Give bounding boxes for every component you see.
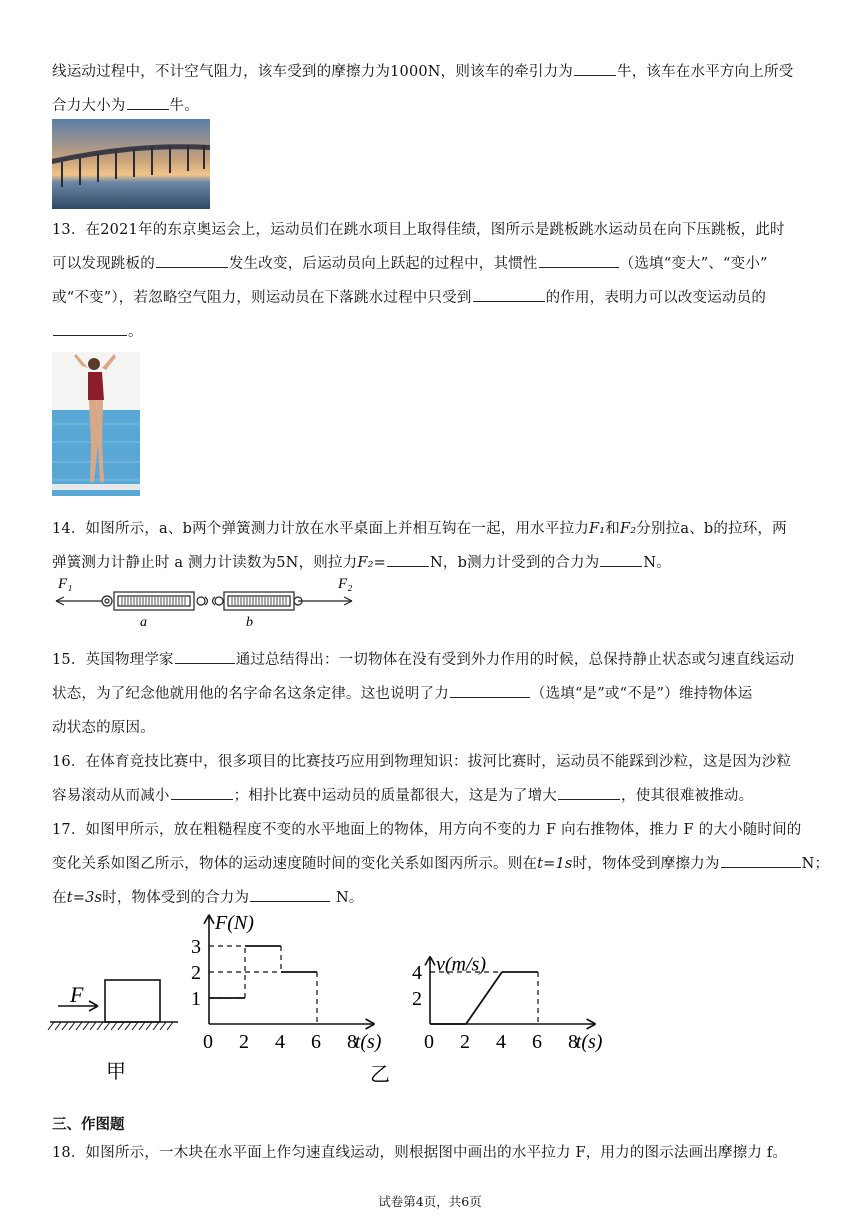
q17-text-d: 在 bbox=[52, 890, 67, 906]
q17-text-a: 变化关系如图乙所示，物体的运动速度随时间的变化关系如图丙所示。则在 bbox=[52, 856, 538, 872]
caption-jia: 甲 bbox=[106, 1061, 126, 1083]
q17-line3 bbox=[52, 886, 364, 907]
q15-text-a: 15．英国物理学家 bbox=[52, 652, 174, 668]
page-footer: 试卷第4页，共6页 bbox=[378, 1194, 482, 1209]
y-tick-label: 2 bbox=[412, 988, 422, 1010]
series-segment bbox=[466, 972, 502, 1024]
q12-text-a: 线运动过程中，不计空气阻力，该车受到的摩擦力为1000N，则该车的牵引力为 bbox=[52, 64, 573, 80]
label-b: b bbox=[246, 615, 253, 630]
q14-text-and: 和 bbox=[605, 521, 620, 537]
q13-text-b: 发生改变，后运动员向上跃起的过程中，其惯性 bbox=[228, 256, 538, 272]
q17-t1: t=1s bbox=[537, 856, 573, 872]
q15-blank-is[interactable] bbox=[450, 683, 530, 698]
y-tick-label: 4 bbox=[412, 962, 422, 984]
q16-line1: 16．在体育竞技比赛中，很多项目的比赛技巧应用到物理知识：拔河比赛时，运动员不能踩到沙粒，这是因为沙粒 bbox=[52, 754, 792, 770]
q16-text-a: 容易滚动从而减小 bbox=[52, 788, 170, 804]
x-tick-label: 8 bbox=[347, 1031, 357, 1053]
q17-blank-net[interactable] bbox=[250, 887, 330, 902]
q13-blank-force[interactable] bbox=[473, 287, 545, 302]
q17-text-e: 时，物体受到的合力为 bbox=[102, 890, 250, 906]
q15-text-d: （选填“是”或“不是”）维持物体运 bbox=[530, 686, 753, 702]
q14-f2-symbol: F₂ bbox=[619, 521, 637, 537]
q13-line4 bbox=[52, 320, 143, 341]
label-f2: F₂ bbox=[338, 576, 353, 592]
q17-text-c: N； bbox=[801, 856, 830, 872]
q14-text-a: 14．如图所示，a、b两个弹簧测力计放在水平桌面上并相互钩在一起，用水平拉力 bbox=[52, 521, 589, 537]
caption-yi: 乙 bbox=[370, 1064, 390, 1086]
y-axis-label: v(m/s) bbox=[436, 953, 486, 976]
x-tick-label: 4 bbox=[275, 1031, 285, 1053]
q14-text-d: N，b测力计受到的合力为 bbox=[430, 555, 600, 571]
q15-blank-scientist[interactable] bbox=[175, 649, 235, 664]
x-tick-label: 4 bbox=[496, 1031, 506, 1053]
graph-velocity-time bbox=[412, 953, 603, 1053]
q15-text-c: 状态，为了纪念他就用他的名字命名这条定律。这也说明了力 bbox=[52, 686, 449, 702]
x-axis-label: t(s) bbox=[354, 1031, 382, 1053]
y-tick-label: 3 bbox=[191, 936, 201, 958]
x-axis-label: t(s) bbox=[575, 1031, 603, 1053]
graph-force-time bbox=[191, 912, 382, 1053]
q13-line2 bbox=[52, 252, 768, 273]
block-rect bbox=[105, 980, 160, 1022]
q16-line2 bbox=[52, 784, 753, 805]
y-tick-label: 1 bbox=[191, 988, 201, 1010]
q15-line2 bbox=[52, 682, 752, 703]
q13-text-d: 或“不变”），若忽略空气阻力，则运动员在下落跳水过程中只受到 bbox=[52, 290, 472, 306]
x-tick-label: 2 bbox=[239, 1031, 249, 1053]
q12-text-c: 合力大小为 bbox=[52, 98, 126, 114]
q13-text-a: 可以发现跳板的 bbox=[52, 256, 155, 272]
push-force-label: F bbox=[70, 982, 84, 1007]
label-a: a bbox=[140, 615, 147, 630]
q13-blank-inertia[interactable] bbox=[539, 253, 619, 268]
q13-line3 bbox=[52, 286, 766, 307]
q16-blank-friction[interactable] bbox=[171, 785, 233, 800]
q13-text-c: （选填“变大”、“变小” bbox=[619, 256, 768, 272]
q15-text-b: 通过总结得出：一切物体在没有受到外力作用的时候，总保持静止状态或匀速直线运动 bbox=[235, 652, 795, 668]
q12-text-b: 牛，该车在水平方向上所受 bbox=[617, 64, 794, 80]
q16-text-b: ；相扑比赛中运动员的质量都很大，这是为了增大 bbox=[233, 788, 558, 804]
figure-jia bbox=[40, 960, 190, 1090]
q17-text-f: N。 bbox=[331, 890, 364, 906]
graphs-yi bbox=[180, 905, 630, 1090]
q15-line3: 动状态的原因。 bbox=[52, 720, 155, 736]
q15-line1 bbox=[52, 648, 794, 669]
q13-blank-motion[interactable] bbox=[53, 321, 127, 336]
q14-text-c: 弹簧测力计静止时 a 测力计读数为5N，则拉力 bbox=[52, 555, 358, 571]
q14-blank-net[interactable] bbox=[600, 552, 642, 567]
q14-line1 bbox=[52, 517, 787, 538]
diver-photo bbox=[52, 352, 140, 496]
q17-blank-friction[interactable] bbox=[721, 853, 801, 868]
q14-f1-symbol: F₁ bbox=[588, 521, 606, 537]
q14-line2 bbox=[52, 551, 671, 572]
q13-text-e: 的作用，表明力可以改变运动员的 bbox=[545, 290, 767, 306]
q13-line1: 13．在2021年的东京奥运会上，运动员们在跳水项目上取得佳绩，图所示是跳板跳水运动员在向下压跳板，此时 bbox=[52, 222, 785, 238]
q17-line2 bbox=[52, 852, 829, 873]
x-tick-label: 0 bbox=[203, 1031, 213, 1053]
bridge-photo bbox=[52, 119, 210, 209]
q16-blank-inertia[interactable] bbox=[558, 785, 620, 800]
q14-f2-eq: F₂= bbox=[357, 555, 386, 571]
x-tick-label: 6 bbox=[311, 1031, 321, 1053]
q12-line2 bbox=[52, 94, 199, 115]
section-title: 三、作图题 bbox=[52, 1116, 125, 1133]
x-tick-label: 8 bbox=[568, 1031, 578, 1053]
y-axis-label: F(N) bbox=[215, 911, 254, 934]
x-tick-label: 2 bbox=[460, 1031, 470, 1053]
q12-line1 bbox=[52, 60, 793, 81]
q18-line1: 18．如图所示，一木块在水平面上作匀速直线运动，则根据图中画出的水平拉力 F，用力的图示法画出摩擦力 f。 bbox=[52, 1145, 788, 1161]
q14-text-e: N。 bbox=[643, 555, 671, 571]
q12-text-d: 牛。 bbox=[169, 98, 199, 114]
q12-blank-traction[interactable] bbox=[574, 61, 616, 76]
q12-blank-net-force[interactable] bbox=[127, 95, 169, 110]
q17-line1: 17．如图甲所示，放在粗糙程度不变的水平地面上的物体，用方向不变的力 F 向右推物体，推力 F 的大小随时间的 bbox=[52, 822, 802, 838]
q13-blank-shape[interactable] bbox=[156, 253, 228, 268]
spring-scale-figure bbox=[52, 574, 362, 634]
q17-text-b: 时，物体受到摩擦力为 bbox=[572, 856, 720, 872]
q14-text-b: 分别拉a、b的拉环，两 bbox=[636, 521, 787, 537]
q13-text-f: 。 bbox=[128, 324, 143, 340]
x-tick-label: 6 bbox=[532, 1031, 542, 1053]
q17-t3: t=3s bbox=[66, 890, 103, 906]
x-tick-label: 0 bbox=[424, 1031, 434, 1053]
q14-blank-f2[interactable] bbox=[387, 552, 429, 567]
q16-text-c: ，使其很难被推动。 bbox=[621, 788, 754, 804]
label-f1: F₁ bbox=[58, 576, 73, 592]
y-tick-label: 2 bbox=[191, 962, 201, 984]
